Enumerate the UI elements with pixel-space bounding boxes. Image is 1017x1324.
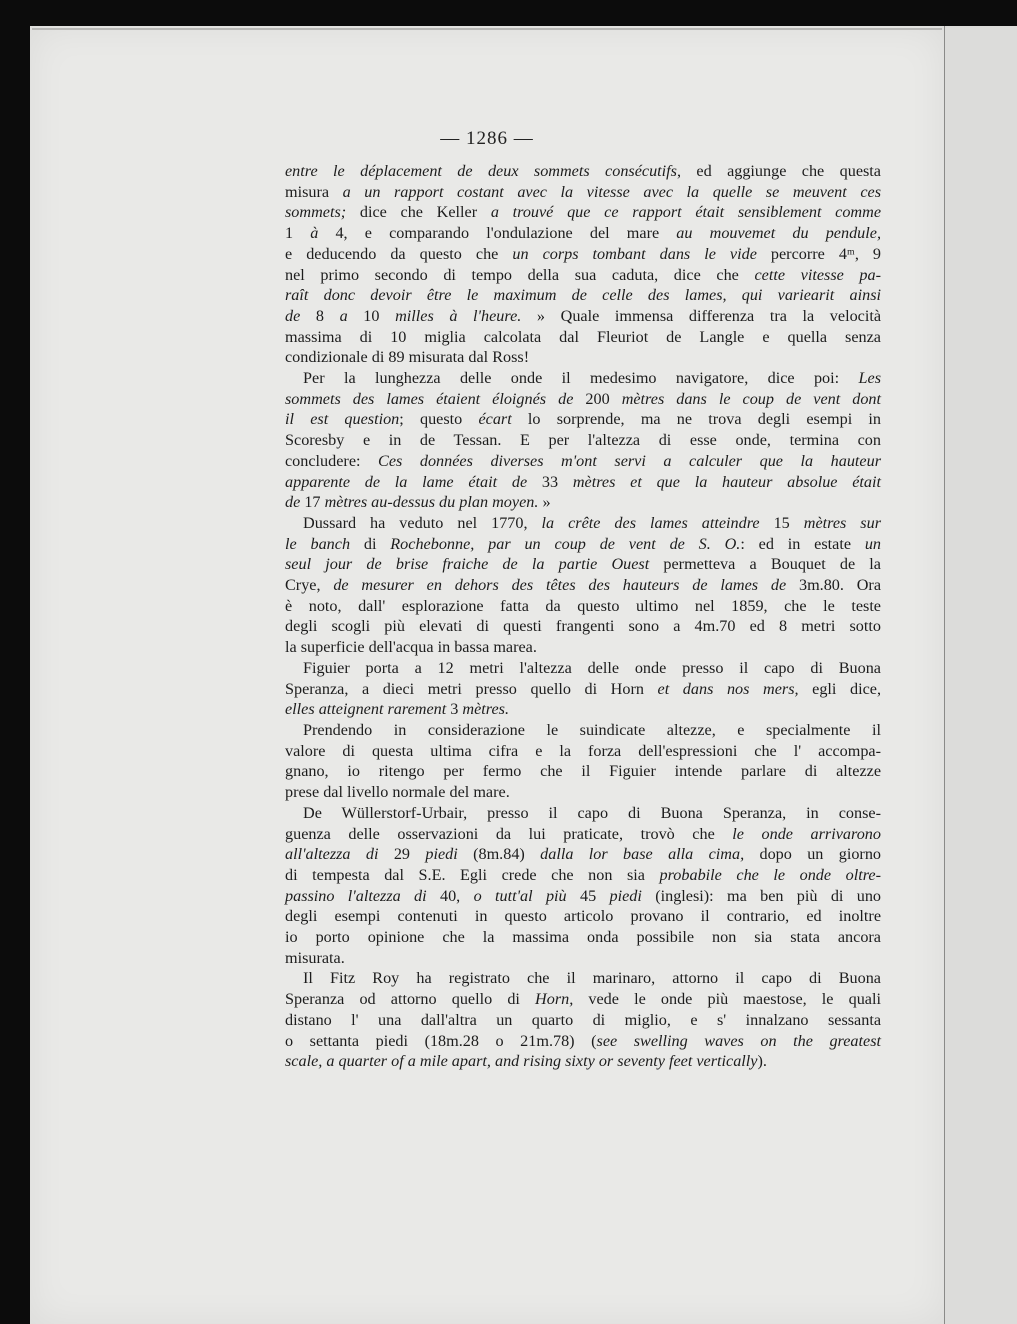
- text-line: [285, 658, 881, 679]
- text-run: distano l' una dall'altra un quarto di miglio, e s' innalzano sessanta: [285, 1010, 881, 1029]
- italic-run: scale, a quarter of a mile apart, and rising sixty or seventy feet vertically: [285, 1052, 758, 1071]
- italic-run: de: [285, 306, 301, 325]
- italic-run: écart: [478, 410, 512, 429]
- italic-run: et dans nos mers,: [657, 679, 799, 698]
- italic-run: piedi: [609, 886, 642, 905]
- italic-run: passino l'altezza di: [285, 886, 427, 905]
- italic-run: a: [339, 306, 348, 325]
- text-run: misura: [285, 182, 343, 201]
- text-run: ; questo: [399, 410, 479, 429]
- text-line: [285, 430, 881, 451]
- italic-run: probabile che le onde oltre-: [659, 865, 881, 884]
- text-run: De Wüllerstorf-Urbair, presso il capo di Buona Speranza, in conse-: [303, 803, 881, 822]
- text-line: [285, 285, 881, 306]
- text-line: [285, 865, 881, 886]
- text-run: dice che Keller: [346, 203, 491, 222]
- text-line: [285, 265, 881, 286]
- italic-run: o tutt'al più: [473, 886, 567, 905]
- italic-run: mètres.: [462, 700, 510, 719]
- text-run: , ed aggiunge che questa: [676, 162, 881, 180]
- text-line: [285, 534, 881, 555]
- text-run: nel primo secondo di tempo della sua caduta, dice che: [285, 265, 755, 284]
- italic-run: mètres et que la hauteur absolue était: [572, 472, 882, 491]
- text-run: concludere:: [285, 451, 379, 470]
- text-run: Prendendo in considerazione le suindicate altezze, e specialmente il: [303, 720, 881, 739]
- text-run: Per la lunghezza delle onde il medesimo navigatore, dice poi:: [303, 369, 859, 388]
- text-line: [285, 679, 881, 700]
- text-run: è noto, dall' esplorazione fatta da questo ultimo nel 1859, che le teste: [285, 596, 881, 615]
- italic-run: piedi: [425, 845, 458, 864]
- text-line: [285, 161, 881, 182]
- text-line: [285, 327, 881, 348]
- text-line: [285, 1010, 881, 1031]
- text-line: [285, 989, 881, 1010]
- italic-run: de mesurer en dehors des têtes des hauteurs de lames de: [333, 576, 787, 595]
- italic-run: mètres sur: [803, 513, 881, 532]
- italic-run: un corps tombant dans le vide: [512, 244, 757, 263]
- italic-run: entre le déplacement de deux sommets consécutifs: [285, 162, 677, 180]
- italic-run: cette vitesse pa-: [754, 265, 881, 284]
- text-run: condizionale di 89 misurata dal Ross!: [285, 348, 530, 367]
- italic-run: dalla lor base alla cima,: [540, 845, 745, 864]
- text-line: [285, 347, 881, 368]
- text-run: 17: [300, 493, 325, 512]
- text-run: gnano, io ritengo per fermo che il Figuier intende parlare di altezze: [285, 762, 881, 781]
- italic-run: a un rapport costant avec la vitesse avec la quelle se meuvent ces: [342, 182, 881, 201]
- text-run: 3: [446, 700, 463, 719]
- text-run: massima di 10 miglia calcolata dal Fleuriot de Langle e quella senza: [285, 327, 881, 346]
- text-line: [285, 637, 881, 658]
- text-run: lo sorprende, ma ne trova degli esempi in: [511, 410, 881, 429]
- text-line: [285, 699, 881, 720]
- text-line: [285, 803, 881, 824]
- italic-run: Ces données diverses m'ont servi a calculer que la hauteur: [378, 451, 882, 470]
- text-run: misurata.: [285, 948, 345, 967]
- text-run: o settanta piedi (18m.28 o 21m.78) (: [285, 1031, 597, 1050]
- text-run: 15: [759, 513, 804, 532]
- text-line: [285, 596, 881, 617]
- text-run: e deducendo da questo che: [285, 244, 513, 263]
- italic-run: le banch: [285, 534, 351, 553]
- text-line: [285, 513, 881, 534]
- text-run: di tempesta dal S.E. Egli crede che non sia: [285, 865, 660, 884]
- italic-run: Horn,: [535, 990, 574, 1009]
- text-line: [285, 389, 881, 410]
- italic-run: see swelling waves on the greatest: [596, 1031, 882, 1050]
- text-line: [285, 824, 881, 845]
- text-run: vede le onde più maestose, le quali: [573, 990, 881, 1009]
- italic-run: elles atteignent rarement: [285, 700, 447, 719]
- text-line: [285, 575, 881, 596]
- text-run: 45: [566, 886, 610, 905]
- text-run: degli esempi contenuti in questo articolo provano il contrario, ed inoltre: [285, 907, 881, 926]
- text-run: 10: [347, 306, 396, 325]
- text-line: [285, 554, 881, 575]
- italic-run: mètres au-dessus du plan moyen.: [324, 493, 539, 512]
- italic-run: le onde arrivarono: [732, 824, 881, 843]
- italic-run: Les: [858, 369, 881, 388]
- text-run: Scoresby e in de Tessan. E per l'altezza di esse onde, termina con: [285, 431, 881, 450]
- text-run: Figuier porta a 12 metri l'altezza delle onde presso il capo di Buona: [303, 658, 881, 677]
- italic-run: a trouvé que ce rapport était sensiblement comme: [490, 203, 882, 222]
- text-run: guenza delle osservazioni da lui praticate, trovò che: [285, 824, 733, 843]
- text-line: [285, 472, 881, 493]
- italic-run: apparente de la lame était de: [285, 472, 528, 491]
- text-run: 1: [285, 224, 311, 243]
- italic-run: mètres dans le coup de vent dont: [621, 389, 882, 408]
- text-run: 29: [378, 845, 426, 864]
- italic-run: au mouvemet du pendule,: [676, 224, 881, 243]
- text-line: [285, 1031, 881, 1052]
- italic-run: de: [285, 493, 301, 512]
- text-run: Speranza, a dieci metri presso quello di Horn: [285, 679, 658, 698]
- scanned-page: [30, 26, 944, 1324]
- text-line: [285, 720, 881, 741]
- text-line: [285, 782, 881, 803]
- italic-run: sommets des lames étaient éloignés de: [285, 389, 574, 408]
- text-run: di: [350, 534, 391, 553]
- text-run: 33: [527, 472, 573, 491]
- italic-run: il est question: [285, 410, 400, 429]
- text-run: prese dal livello normale del mare.: [285, 783, 510, 802]
- text-run: (inglesi): ma ben più di uno: [641, 886, 882, 905]
- text-run: io porto opinione che la massima onda possibile non sia stata ancora: [285, 928, 881, 947]
- text-run: » Quale immensa differenza tra la velocità: [521, 306, 882, 325]
- italic-run: la crête des lames atteindre: [541, 513, 760, 532]
- text-line: [285, 492, 881, 513]
- text-line: [285, 968, 881, 989]
- text-line: [285, 927, 881, 948]
- italic-run: à: [310, 224, 319, 243]
- next-page-edge: [944, 26, 1017, 1324]
- text-line: [285, 844, 881, 865]
- text-run: ).: [757, 1052, 767, 1071]
- text-line: [285, 948, 881, 969]
- page-number: — 1286 —: [440, 128, 534, 149]
- text-run: valore di questa ultima cifra e la forza dell'espressioni che l' accompa-: [285, 741, 881, 760]
- text-line: [285, 886, 881, 907]
- text-run: degli scogli più elevati di questi frangenti sono a 4m.70 ed 8 metri sotto: [285, 617, 881, 636]
- body-text: [285, 161, 881, 1072]
- italic-run: sommets;: [285, 203, 347, 222]
- italic-run: milles à l'heure.: [395, 306, 522, 325]
- text-run: Dussard ha veduto nel 1770,: [303, 513, 542, 532]
- text-run: permetteva a Bouquet de la: [649, 555, 881, 574]
- text-line: [285, 306, 881, 327]
- italic-run: un: [864, 534, 882, 553]
- text-line: [285, 223, 881, 244]
- text-line: [285, 409, 881, 430]
- text-line: [285, 368, 881, 389]
- italic-run: seul jour de brise fraiche de la partie Ouest: [285, 555, 650, 574]
- text-run: Crye,: [285, 576, 334, 595]
- text-line: [285, 741, 881, 762]
- text-run: 4, e comparando l'ondulazione del mare: [318, 224, 677, 243]
- italic-run: Rochebonne, par un coup de vent de S. O.: [390, 534, 741, 553]
- text-line: [285, 451, 881, 472]
- text-line: [285, 906, 881, 927]
- text-run: dopo un giorno: [744, 845, 882, 864]
- text-run: 200: [573, 389, 622, 408]
- italic-run: raît donc devoir être le maximum de celle des lames, qui variearit ainsi: [285, 286, 881, 305]
- text-run: percorre 4ᵐ, 9: [756, 244, 881, 263]
- text-run: »: [538, 493, 551, 512]
- text-run: 3m.80. Ora: [786, 576, 881, 595]
- italic-run: all'altezza di: [285, 845, 379, 864]
- text-run: (8m.84): [457, 845, 541, 864]
- text-run: 8: [300, 306, 340, 325]
- text-line: [285, 202, 881, 223]
- text-run: 40,: [426, 886, 474, 905]
- text-line: [285, 616, 881, 637]
- text-line: [285, 1051, 881, 1072]
- text-run: la superficie dell'acqua in bassa marea.: [285, 638, 537, 657]
- text-line: [285, 761, 881, 782]
- text-run: egli dice,: [798, 679, 882, 698]
- text-line: [285, 182, 881, 203]
- text-run: : ed in estate: [740, 534, 865, 553]
- text-line: [285, 244, 881, 265]
- text-run: Speranza od attorno quello di: [285, 990, 536, 1009]
- text-run: Il Fitz Roy ha registrato che il marinaro, attorno il capo di Buona: [303, 969, 881, 988]
